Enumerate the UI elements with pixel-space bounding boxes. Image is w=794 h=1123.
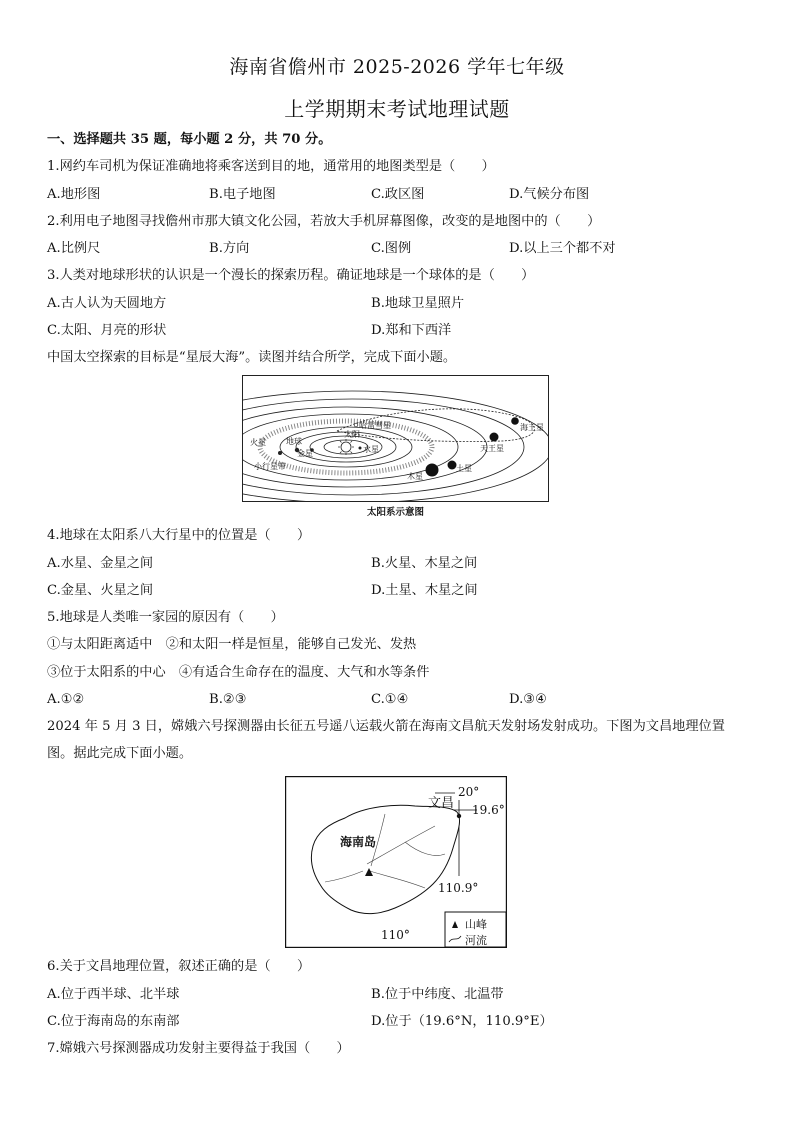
solar-diagram-caption: 太阳系示意图 [366,507,424,518]
question-5-option-c: C.①④ [371,692,409,707]
label-jupiter: 木星 [407,472,423,481]
question-7-stem: 7.嫦娥六号探测器成功发射主要得益于我国（ ） [47,1041,350,1056]
label-mercury: 水星 [363,445,379,454]
label-venus: 金星 [297,449,313,458]
question-4-option-c: C.金星、火星之间 [47,583,154,598]
label-sun: 太阳 [344,430,360,439]
question-4-option-d: D.土星、木星之间 [371,583,478,598]
question-5-option-d: D.③④ [509,692,547,707]
question-5-option-a: A.①② [47,692,85,707]
question-2-option-b: B.方向 [209,241,250,256]
uranus-dot [490,433,499,442]
label-uranus: 天王星 [480,444,504,453]
passage-intro-chang-e: 2024 年 5 月 3 日，嫦娥六号探测器由长征五号遥八运载火箭在海南文昌航天发射场发射成功。下图为文昌地理位置图。据此完成下面小题。 [47,719,725,761]
question-1-option-a: A.地形图 [47,187,101,202]
label-lon-110: 110° [381,928,410,942]
label-halley: 哈雷彗星 [359,421,391,430]
label-wenchang: 文昌 [428,796,455,811]
question-6-option-a: A.位于西半球、北半球 [47,987,180,1002]
question-1-option-d: D.气候分布图 [509,187,590,202]
jupiter-dot [426,464,439,477]
halley-comet-dot [354,423,358,427]
label-mars: 火星 [250,438,266,447]
label-hainan-island: 海南岛 [340,835,377,849]
wenchang-location-map [285,776,507,948]
legend-river-label: 河流 [465,934,487,947]
label-lat-20: 20° [458,785,480,799]
question-2-stem: 2.利用电子地图寻找儋州市那大镇文化公园，若放大手机屏幕图像，改变的是地图中的（ ） [47,214,601,229]
question-3-stem: 3.人类对地球形状的认识是一个漫长的探索历程。确证地球是一个球体的是（ ） [47,268,535,283]
question-4-option-a: A.水星、金星之间 [47,556,154,571]
passage-intro-space: 中国太空探索的目标是“星辰大海”。读图并结合所学，完成下面小题。 [47,350,457,365]
question-3-option-a: A.古人认为天圆地方 [47,296,167,311]
label-earth: 地球 [286,437,302,446]
question-2-option-c: C.图例 [371,241,412,256]
question-6-option-d: D.位于（19.6°N，110.9°E） [371,1014,553,1029]
label-asteroid-belt: 小行星带 [254,462,286,471]
question-6-option-b: B.位于中纬度、北温带 [371,987,504,1002]
map-legend [445,912,506,947]
exam-title-line2: 上学期期末考试地理试题 [284,97,510,121]
mercury-dot [359,447,362,450]
question-5-statements-1: ①与太阳距离适中 ②和太阳一样是恒星，能够自己发光、发热 [47,637,417,652]
question-5-stem: 5.地球是人类唯一家园的原因有（ ） [47,610,284,625]
neptune-dot [511,417,519,425]
mars-dot [278,451,282,455]
question-1-option-b: B.电子地图 [209,187,276,202]
question-5-statements-2: ③位于太阳系的中心 ④有适合生命存在的温度、大气和水等条件 [47,665,430,680]
question-5-option-b: B.②③ [209,692,247,707]
solar-system-diagram [242,375,549,502]
question-3-option-c: C.太阳、月亮的形状 [47,323,167,338]
section-heading: 一、选择题共 35 题，每小题 2 分，共 70 分。 [47,132,332,147]
legend-peak-label: 山峰 [465,918,487,931]
label-lon-110-9: 110.9° [438,881,479,895]
question-6-stem: 6.关于文昌地理位置，叙述正确的是（ ） [47,959,311,974]
question-3-option-b: B.地球卫星照片 [371,296,465,311]
exam-title-line1: 海南省儋州市 2025-2026 学年七年级 [229,56,565,78]
question-2-option-d: D.以上三个都不对 [509,241,616,256]
question-6-option-c: C.位于海南岛的东南部 [47,1014,180,1029]
label-lat-19-6: 19.6° [472,803,505,817]
question-4-option-b: B.火星、木星之间 [371,556,478,571]
question-1-stem: 1.网约车司机为保证准确地将乘客送到目的地，通常用的地图类型是（ ） [47,159,495,174]
question-1-option-c: C.政区图 [371,187,425,202]
label-saturn: 土星 [456,464,472,473]
question-2-option-a: A.比例尺 [47,241,101,256]
question-4-stem: 4.地球在太阳系八大行星中的位置是（ ） [47,528,311,543]
wenchang-dot [457,814,461,818]
question-3-option-d: D.郑和下西洋 [371,323,452,338]
label-neptune: 海王星 [520,423,544,432]
